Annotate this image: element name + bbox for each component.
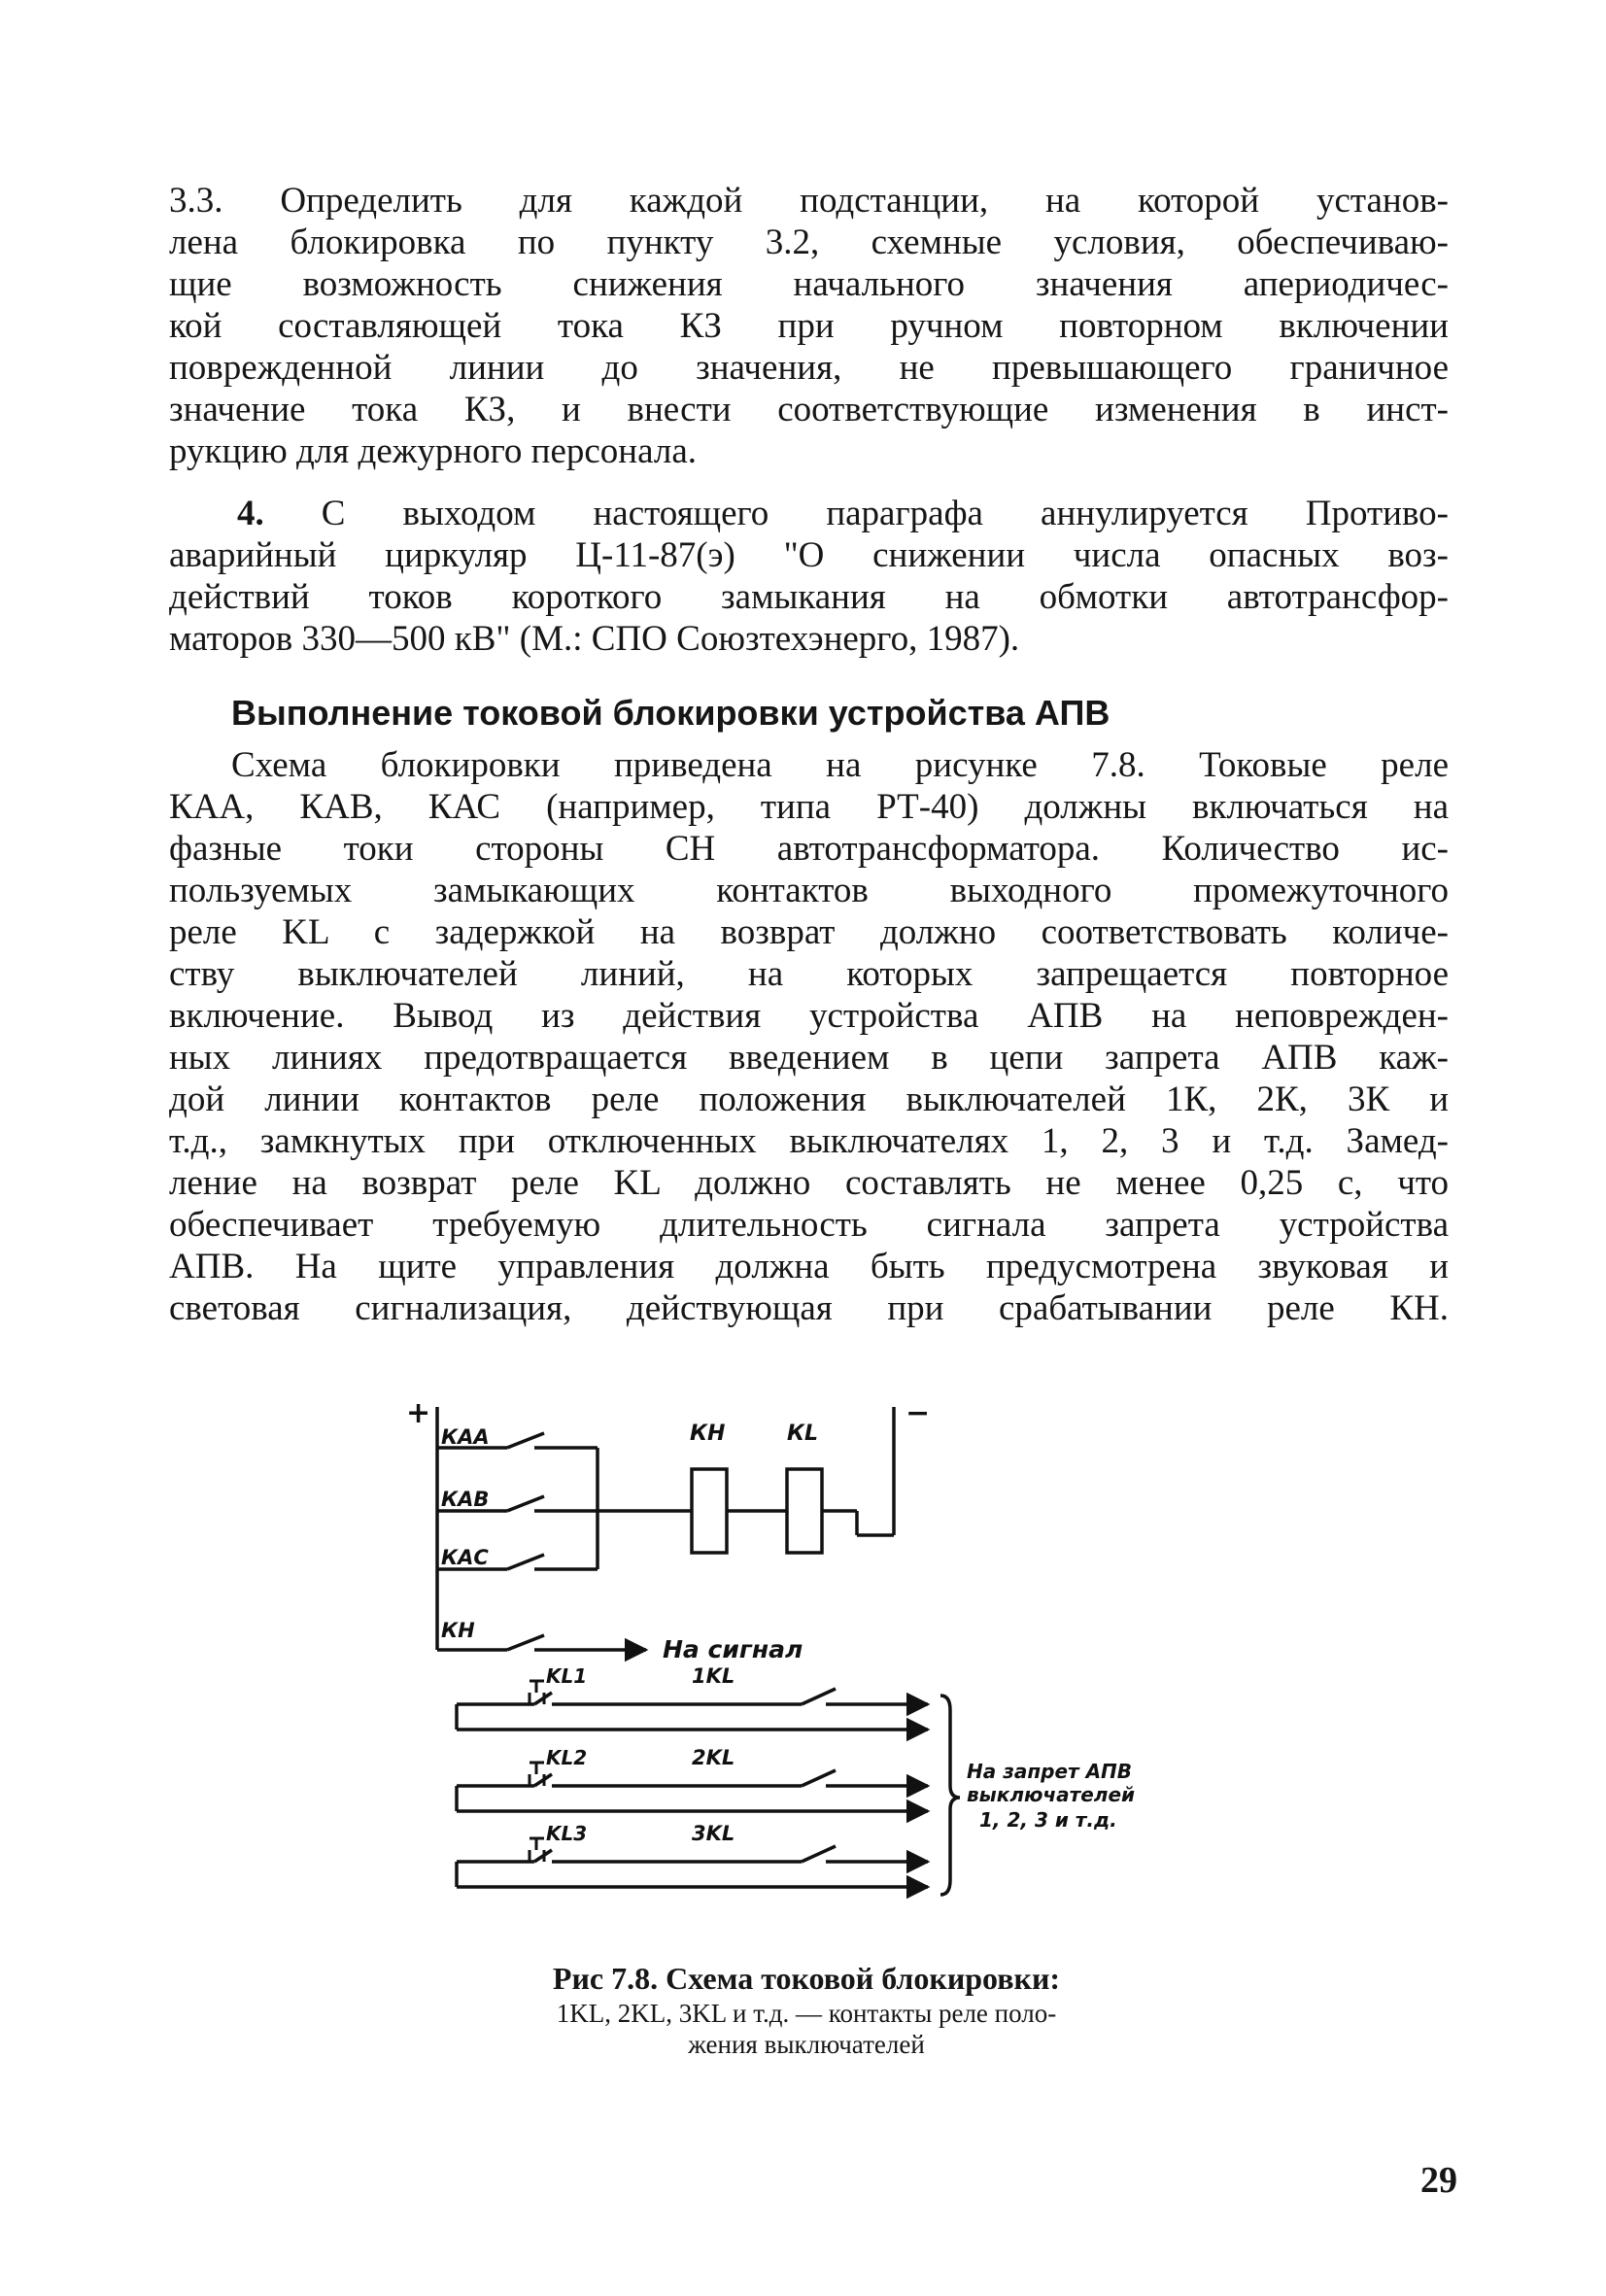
caption-line: 1KL, 2KL, 3KL и т.д. — контакты реле поло- <box>556 1999 1057 2028</box>
coil-kh <box>692 1469 727 1553</box>
text-line: реле KL с задержкой на возврат должно соответствовать количе- <box>169 912 1449 952</box>
figure-7-8 <box>389 1389 1205 1934</box>
coil-kl <box>787 1469 822 1553</box>
brace-label-line-3: 1, 2, 3 и т.д. <box>979 1808 1117 1832</box>
text-fragment: С выходом настоящего параграфа аннулируется Противо- <box>263 494 1449 533</box>
brace-label-line-2: выключателей <box>967 1783 1136 1806</box>
page-number: 29 <box>1420 2160 1457 2201</box>
coil-kl-label: КL <box>787 1422 819 1446</box>
blocking-circuit-diagram <box>389 1389 1205 1934</box>
kl-contact-label: 2KL <box>692 1746 735 1769</box>
contact-label-kh: КН <box>441 1619 475 1642</box>
caption-title: Рис 7.8. Схема токовой блокировки: <box>552 1961 1061 1996</box>
item-number: 4. <box>237 494 264 533</box>
text-line: 3.3. Определить для каждой подстанции, на которой установ- <box>169 181 1449 221</box>
grouping-brace <box>940 1696 960 1895</box>
kl-contact-label: 3KL <box>692 1822 735 1845</box>
text-line: аварийный циркуляр Ц-11-87(э) "О снижении числа опасных воз- <box>169 535 1449 575</box>
contact-label-kab: КАВ <box>441 1488 490 1511</box>
text-line: т.д., замкнутых при отключенных выключателях 1, 2, 3 и т.д. Замед- <box>169 1121 1449 1161</box>
text-line: КАА, КАВ, КАС (например, типа РТ-40) должны включаться на <box>169 787 1449 827</box>
contact-label-kaa: КАА <box>441 1425 490 1449</box>
coil-kh-label: КН <box>690 1422 726 1446</box>
contact-kab-blade <box>507 1496 544 1511</box>
text-line: поврежденной линии до значения, не превышающего граничное <box>169 348 1449 388</box>
paragraph-4 <box>169 493 1449 660</box>
text-line: дой линии контактов реле положения выключателей 1К, 2К, 3К и <box>169 1079 1449 1119</box>
caption-line: жения выключателей <box>688 2030 925 2059</box>
signal-label: На сигнал <box>663 1635 803 1663</box>
contact-kaa-blade <box>507 1433 544 1448</box>
text-line: лена блокировка по пункту 3.2, схемные условия, обеспечиваю- <box>169 223 1449 262</box>
text-line: световая сигнализация, действующая при срабатывании реле КН. <box>169 1288 1449 1328</box>
text-line: рукцию для дежурного персонала. <box>169 431 697 471</box>
paragraph-scheme-description <box>169 744 1449 1329</box>
contact-kac-blade <box>507 1555 544 1569</box>
text-line: АПВ. На щите управления должна быть предусмотрена звуковая и <box>169 1247 1449 1286</box>
text-line: фазные токи стороны СН автотрансформатора. Количество ис- <box>169 829 1449 869</box>
text-line: кой составляющей тока КЗ при ручном повторном включении <box>169 306 1449 346</box>
text-line: ление на возврат реле KL должно составлять не менее 0,25 с, что <box>169 1163 1449 1203</box>
minus-terminal-label: − <box>906 1396 931 1430</box>
kl-contact-label: 1KL <box>692 1664 735 1688</box>
contact-kh-blade <box>507 1635 544 1650</box>
position-relay-label: KL1 <box>546 1664 588 1688</box>
text-line: ных линиях предотвращается введением в цепи запрета АПВ каж- <box>169 1038 1449 1078</box>
kl-contact-blade <box>802 1770 836 1786</box>
contact-label-kac: КАС <box>441 1546 489 1569</box>
blocking-row-1 <box>457 1664 928 1730</box>
text-line: ству выключателей линий, на которых запрещается повторное <box>169 954 1449 994</box>
brace-label-line-1: На запрет АПВ <box>967 1760 1133 1783</box>
text-line: обеспечивает требуемую длительность сигнала запрета устройства <box>169 1205 1449 1245</box>
text-line: маторов 330—500 кВ" (М.: СПО Союзтехэнерго, 1987). <box>169 619 1020 659</box>
text-line: щие возможность снижения начального значения апериодичес- <box>169 264 1449 304</box>
position-relay-label: KL3 <box>546 1822 588 1845</box>
text-line: значение тока КЗ, и внести соответствующие изменения в инст- <box>169 390 1449 429</box>
blocking-row-3 <box>457 1822 928 1887</box>
text-line: действий токов короткого замыкания на обмотки автотрансфор- <box>169 577 1449 617</box>
kl-contact-blade <box>802 1689 836 1704</box>
text-line <box>169 493 1449 534</box>
text-line: включение. Вывод из действия устройства АПВ на неповрежден- <box>169 996 1449 1036</box>
text-line: пользуемых замыкающих контактов выходного промежуточного <box>169 871 1449 910</box>
figure-caption <box>389 1959 1224 2060</box>
relay-circuit <box>437 1407 894 1650</box>
paragraph-3-3 <box>169 180 1449 472</box>
blocking-row-2 <box>457 1746 928 1811</box>
section-heading: Выполнение токовой блокировки устройства АПВ <box>231 693 1111 733</box>
plus-terminal-label: + <box>406 1396 431 1430</box>
position-relay-label: KL2 <box>546 1746 588 1769</box>
text-line: Схема блокировки приведена на рисунке 7.8. Токовые реле <box>231 745 1449 785</box>
kl-contact-blade <box>802 1846 836 1862</box>
